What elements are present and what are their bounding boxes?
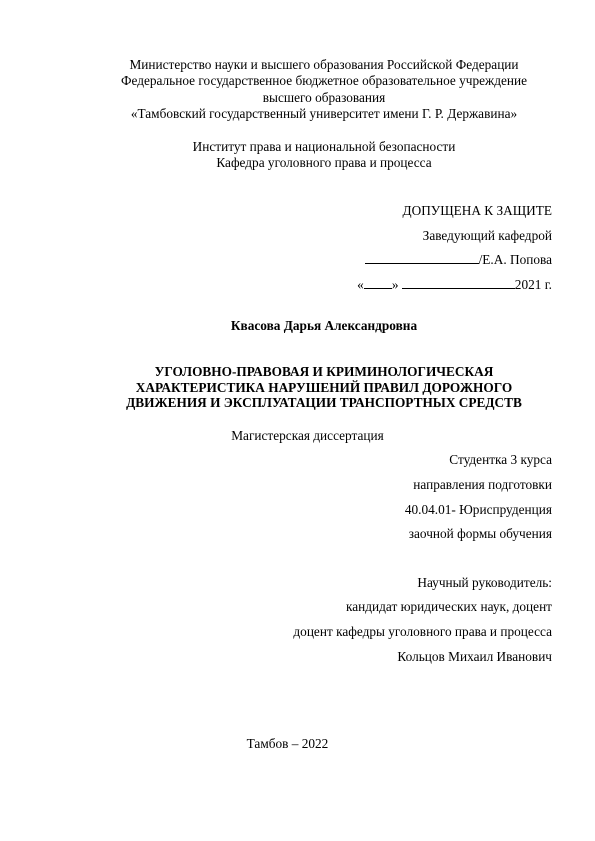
work-type: Магистерская диссертация — [231, 428, 384, 443]
header-line-university: «Тамбовский государственный университет имени Г. Р. Державина» — [130, 106, 518, 122]
supervisor-label: Научный руководитель: — [417, 575, 552, 590]
date-open-quote: « — [357, 277, 364, 292]
date-close-quote: » — [391, 277, 399, 292]
approval-position: Заведующий кафедрой — [422, 228, 552, 243]
thesis-title — [60, 364, 588, 411]
department-name: Кафедра уголовного права и процесса — [216, 155, 432, 171]
approval-signature-name: /Е.А. Попова — [478, 252, 552, 267]
student-course: Студентка 3 курса — [449, 452, 552, 467]
header-line-institution-type: Федеральное государственное бюджетное образовательное учреждение — [120, 73, 527, 89]
supervisor-position: доцент кафедры уголовного права и процесса — [293, 624, 552, 639]
approval-date-line — [357, 277, 552, 293]
ministry-header — [60, 57, 588, 123]
author-name: Квасова Дарья Александровна — [230, 318, 418, 333]
approval-signature-line — [365, 252, 552, 268]
approval-title: ДОПУЩЕНА К ЗАЩИТЕ — [402, 203, 552, 218]
thesis-title-line: ДВИЖЕНИЯ И ЭКСПЛУАТАЦИИ ТРАНСПОРТНЫХ СРЕДСТВ — [126, 395, 522, 411]
institute-name: Институт права и национальной безопасности — [192, 139, 456, 154]
header-line-ministry: Министерство науки и высшего образования Российской Федерации — [129, 57, 519, 72]
student-direction-label: направления подготовки — [413, 477, 552, 492]
student-study-form: заочной формы обучения — [408, 526, 552, 541]
city-year-footer: Тамбов – 2022 — [246, 736, 329, 751]
month-blank — [402, 277, 515, 289]
day-blank — [364, 277, 392, 289]
signature-blank — [365, 252, 479, 264]
student-specialty: 40.04.01- Юриспруденция — [404, 502, 552, 517]
thesis-title-line: ХАРАКТЕРИСТИКА НАРУШЕНИЙ ПРАВИЛ ДОРОЖНОГО — [135, 379, 513, 395]
institute-block — [60, 139, 588, 172]
header-line-education-level: высшего образования — [262, 89, 386, 105]
supervisor-name: Кольцов Михаил Иванович — [397, 649, 552, 664]
thesis-title-line: УГОЛОВНО-ПРАВОВАЯ И КРИМИНОЛОГИЧЕСКАЯ — [154, 364, 494, 379]
approval-year: 2021 г. — [514, 277, 552, 292]
supervisor-degree: кандидат юридических наук, доцент — [345, 599, 552, 614]
